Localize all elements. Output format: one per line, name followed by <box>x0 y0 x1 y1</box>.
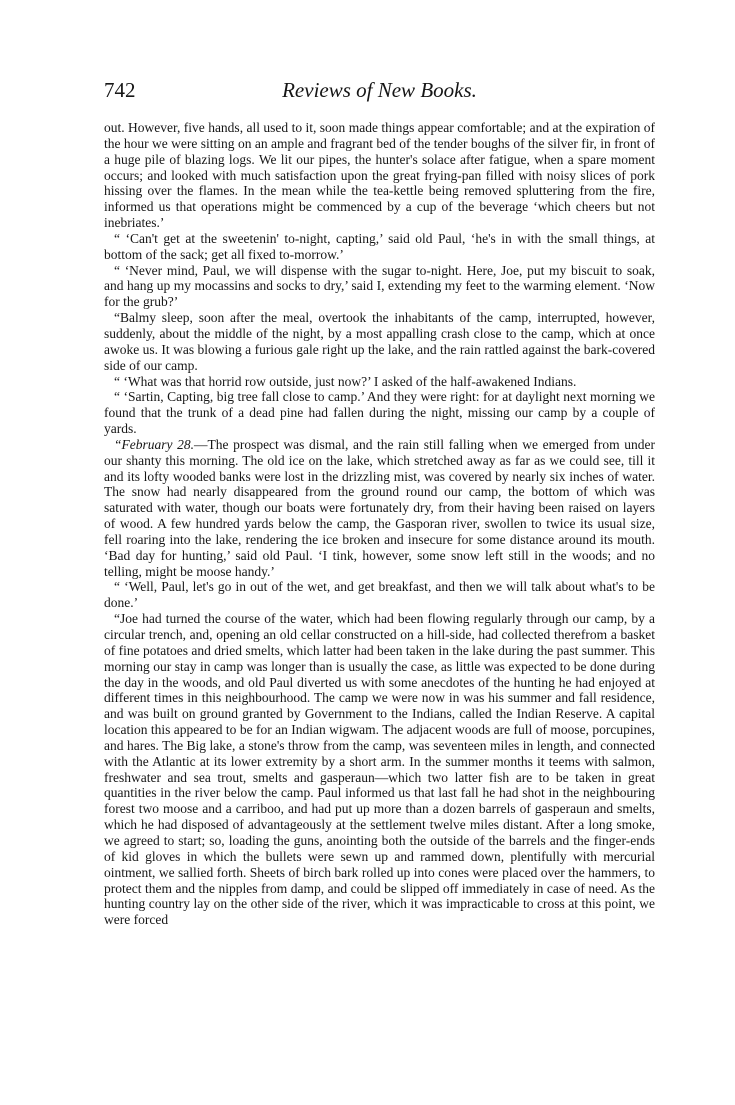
paragraph-4: “Balmy sleep, soon after the meal, overtook the inhabitants of the camp, interrupted, however, suddenly, about the middle of the night, by a most appalling crash close to the camp, which at once awoke us. It was blowing a furious gale right up the lake, and the rain rattled against the bark-covered side of our camp. <box>104 310 655 373</box>
entry-date: “February 28. <box>114 436 194 452</box>
page-number: 742 <box>104 78 136 102</box>
paragraph-1: out. However, five hands, all used to it, soon made things appear comfortable; and at the expiration of the hour we were sitting on an ample and fragrant bed of the tender boughs of the silver fir, in front of a huge pile of blazing logs. We lit our pipes, the hunter's solace after fatigue, when a spare moment occurs; and looked with much satisfaction upon the great frying-pan filled with noisy slices of pork hissing over the flames. In the mean while the tea-kettle being removed spluttering from the fire, informed us that operations might be commenced by a cup of the beverage ‘which cheers but not inebriates.’ <box>104 120 655 231</box>
paragraph-6: “ ‘Sartin, Capting, big tree fall close to camp.’ And they were right: for at daylight next morning we found that the trunk of a dead pine had fallen during the night, missing our camp by a couple of yards. <box>104 389 655 437</box>
paragraph-3: “ ‘Never mind, Paul, we will dispense with the sugar to-night. Here, Joe, put my biscuit to soak, and hang up my mocassins and socks to dry,’ said I, extending my feet to the warming element. ‘Now for the grub?’ <box>104 262 655 310</box>
running-title: Reviews of New Books. <box>282 78 477 102</box>
paragraph-7-text: —The prospect was dismal, and the rain still falling when we emerged from under our shanty this morning. The old ice on the lake, which stretched away as far as we could see, till it and its lofty wooded banks were lost in the drizzling mist, was covered by nearly six inches of water. The snow had nearly disappeared from the ground round our camp, the bottom of which was saturated with water, though our boats were fortunately dry, from their having been raised on layers of wood. A few hundred yards below the camp, the Gasporan river, swollen to twice its usual size, fell roaring into the lake, rendering the ice broken and insecure for some distance around its mouth. ‘Bad day for hunting,’ said old Paul. ‘I tink, however, some snow left still in the woods; and no telling, might be moose handy.’ <box>104 436 656 579</box>
paragraph-8: “ ‘Well, Paul, let's go in out of the wet, and get breakfast, and then we will talk about what's to be done.’ <box>104 579 655 611</box>
paragraph-2: “ ‘Can't get at the sweetenin' to-night, capting,’ said old Paul, ‘he's in with the small things, at bottom of the sack; get all fixed to-morrow.’ <box>104 230 655 262</box>
paragraph-9: “Joe had turned the course of the water, which had been flowing regularly through our camp, by a circular trench, and, opening an old cellar constructed on a hill-side, had collected therefrom a basket of fine potatoes and dried smelts, which latter had been taken in the lake during the past summer. This morning our stay in camp was longer than is usually the case, as little was expected to be done during the day in the woods, and old Paul diverted us with some anecdotes of the hunting he had enjoyed at different times in this neighbourhood. The camp we were now in was his summer and fall residence, and was built on ground granted by Government to the Indians, called the Indian Reserve. A capital location this appeared to be for an Indian wigwam. The adjacent woods are full of moose, porcupines, and hares. The Big lake, a stone's throw from the camp, was seventeen miles in length, and connected with the Atlantic at its lower extremity by a short arm. In the summer months it teems with salmon, freshwater and sea trout, smelts and gasperaun—which two latter fish are to be taken in great quantities in the river below the camp. Paul informed us that last fall he had shot in the neighbouring forest two moose and a carriboo, and had put up more than a dozen barrels of gasperaun and smelts, which he had disposed of advantageously at the settlement twelve miles distant. After a long smoke, we agreed to start; so, loading the guns, anointing both the outside of the barrels and the finger-ends of kid gloves in which the bullets were sewn up and rammed down, plentifully with mercurial ointment, we sallied forth. Sheets of birch bark rolled up into cones were placed over the hammers, to protect them and the nipples from damp, and could be slipped off immediately in case of need. As the hunting country lay on the other side of the river, which it was impracticable to cross at this point, we were forced <box>104 611 655 928</box>
page-header <box>104 78 655 108</box>
paragraph-7 <box>104 437 655 580</box>
body-text <box>104 120 655 928</box>
paragraph-5: “ ‘What was that horrid row outside, just now?’ I asked of the half-awakened Indians. <box>114 373 577 389</box>
